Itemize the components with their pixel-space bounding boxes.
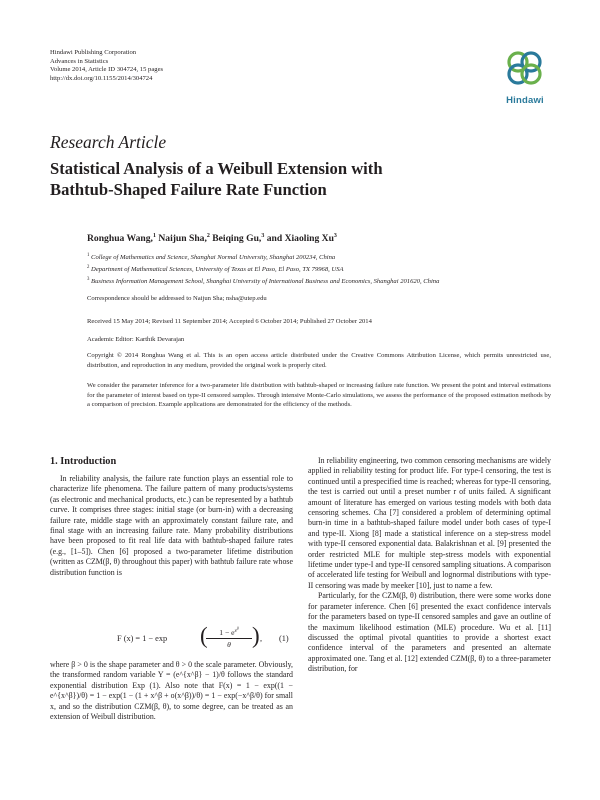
- intro-paragraph: In reliability analysis, the failure rate function plays an essential role to characterize life phenomena. The failure pattern of many products/systems (as electronic and mechanical products, etc.) can be represented by a bathtub curve. It comprises three stages: initial stage (or burn-in) with a decreasing failure rate, middle stage with an approximately constant failure rate, and final stage with an increasing failure rate. Many probability distributions have been proposed to fit real life data with bathtub-shaped failure rates (e.g., [1–5]). Chen [6] proposed a two-parameter lifetime distribution (written as CZM(β, θ) throughout this paper) with bathtub failure rate whose distribution function is: [50, 474, 293, 577]
- journal-header: [50, 49, 163, 83]
- equation-1: [50, 624, 293, 656]
- article-title: [50, 158, 470, 200]
- author-name: Ronghua Wang,: [87, 233, 153, 245]
- author-affil-mark: 3: [261, 233, 265, 239]
- abstract: We consider the parameter inference for a two-parameter life distribution with bathtub-shaped or increasing failure rate function. We present the point and interval estimations for the parameter of interest based on type-II censored samples. Through intensive Monte-Carlo simulations, we assess the performance of the proposed estimation methods by a comparison of precision. Example applications are demonstrated for the efficiency of the methods.: [87, 382, 551, 409]
- equation-fraction: [206, 625, 252, 649]
- article-dates: Received 15 May 2014; Revised 11 September 2014; Accepted 6 October 2014; Published 27 October 2014: [87, 318, 372, 325]
- author-affil-mark: 1: [152, 233, 156, 239]
- intro-paragraph-continued: where β > 0 is the shape parameter and θ > 0 the scale parameter. Obviously, the transformed random variable Y = (e^{x^β} − 1)/θ follows the standard exponential distribution Exp (1). Also note that F(x) = 1 − exp((1 − e^{x^β})/θ) = 1 − exp(1 − (1 + x^β + o(x^β))/θ) = 1 − exp(−x^β/θ) for small x, and so the distribution CZM(β, θ), to some degree, can be treated as an extension of Weibull distribution.: [50, 660, 293, 722]
- journal-name: Advances in Statistics: [50, 57, 109, 65]
- numerator-exponent-2: β: [236, 625, 239, 630]
- author-affil-mark: 3: [333, 233, 337, 239]
- affil-text: College of Mathematics and Science, Shanghai Normal University, Shanghai 200234, China: [89, 254, 336, 262]
- article-type: Research Article: [50, 132, 167, 152]
- section-heading: 1. Introduction: [50, 456, 117, 467]
- left-column-paragraph-1: [50, 474, 293, 578]
- affil-mark: 2: [87, 265, 90, 270]
- logo-wordmark: Hindawi: [506, 95, 544, 106]
- hindawi-logo: [497, 48, 553, 106]
- affil-mark: 1: [87, 253, 90, 258]
- affiliation-2: [87, 265, 344, 273]
- hindawi-rings-icon: [497, 48, 553, 88]
- left-paren: (: [200, 623, 208, 648]
- left-column-paragraph-2: [50, 660, 293, 722]
- doi-link[interactable]: http://dx.doi.org/10.1155/2014/304724: [50, 74, 153, 82]
- fraction-numerator: [206, 625, 252, 639]
- affiliation-1: [87, 253, 335, 261]
- author-name: Beiqing Gu,: [209, 233, 262, 245]
- title-line-2: Bathtub-Shaped Failure Rate Function: [50, 180, 327, 199]
- title-line-1: Statistical Analysis of a Weibull Extension with: [50, 159, 383, 178]
- affil-text: Business Information Management School, Shanghai University of International Business and Economics, Shanghai 201620, China: [89, 278, 440, 286]
- censoring-paragraph: In reliability engineering, two common censoring mechanisms are widely applied in reliability testing for product life. For type-I censoring, the test is continued until a prespecified time is reached; whereas for type-II censoring, the test is carried out until a preset number r of units failed. A significant amount of literature has emerged on various testing models with both data censoring schemes. Cha [7] considered a problem of determining optimal burn-in time in a bathtub-shaped failure model under both cases of type-I and type-II. Xiong [8] made a statistical inference on a step-stress model with type-II censored exponential data. Balakrishnan et al. [9] presented the order restricted MLE for multiple step-stress models with exponential lifetime under type-I and type-II censored sampling situations. A comparison of accelerated life testing for Weibull and lognormal distributions with type-II censoring was made by meeker [10], just to name a few.: [308, 456, 551, 590]
- publisher-name: Hindawi Publishing Corporation: [50, 49, 137, 56]
- affil-text: Department of Mathematical Sciences, University of Texas at El Paso, El Paso, TX 79968, USA: [89, 266, 344, 274]
- czm-paragraph: Particularly, for the CZM(β, θ) distribution, there were some works done for parameter inference. Chen [6] presented the exact confidence intervals for the parameters based on type-II censored samples and gave an outline of the maximum likelihood estimation (MLE) procedure. Wu et al. [11] discussed the optimal pivotal quantities to provide a shortest exact confidence interval of the parameters and presented an alternate approximated one. Tang et al. [12] extended CZM(β, θ) to a three-parameter distribution, for: [308, 591, 551, 674]
- equation-lhs: F (x) = 1 − exp: [117, 634, 168, 643]
- equation-comma: ,: [260, 634, 263, 643]
- right-paren: ): [252, 623, 260, 648]
- fraction-denominator: θ: [227, 640, 231, 650]
- volume-info: Volume 2014, Article ID 304724, 15 pages: [50, 66, 164, 74]
- author-name: and Xiaoling Xu: [264, 233, 334, 245]
- affiliation-3: [87, 277, 439, 285]
- numerator-text: 1 − e: [219, 628, 235, 638]
- copyright-notice: Copyright © 2014 Ronghua Wang et al. This is an open access article distributed under the Creative Commons Attribution License, which permits unrestricted use, distribution, and reproduction in any medium, provided the original work is properly cited.: [87, 352, 551, 369]
- author-list: [87, 233, 337, 244]
- affil-mark: 3: [87, 277, 90, 282]
- correspondence: Correspondence should be addressed to Naijun Sha; nsha@utep.edu: [87, 295, 267, 302]
- author-name: Naijun Sha,: [155, 233, 207, 245]
- academic-editor: Academic Editor: Karthik Devarajan: [87, 336, 185, 343]
- numerator-exponent: x: [234, 628, 237, 634]
- equation-number: (1): [279, 634, 289, 643]
- author-affil-mark: 2: [206, 233, 210, 239]
- right-column: [308, 456, 551, 675]
